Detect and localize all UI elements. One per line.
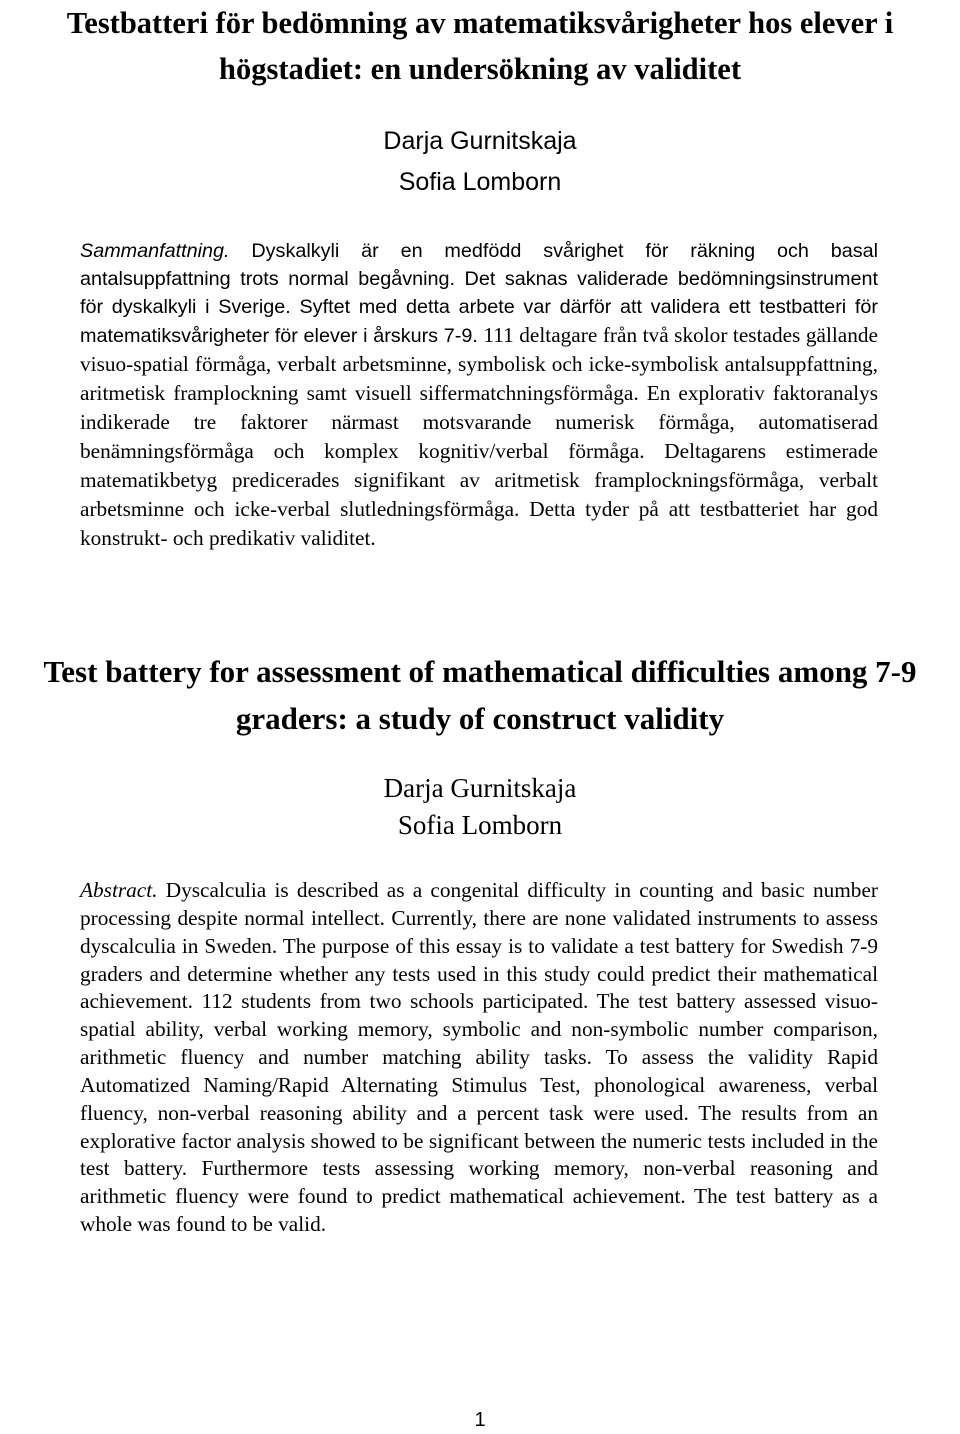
- abstract-text-part-2: 111 deltagare från två skolor testades gällande visuo-spatial förmåga, verbalt arbetsminne, symbolisk och icke-symbolisk antalsuppfattning, aritmetisk framplockning samt visuell siffermatchningsförmåga. En explorativ faktoranalys indikerade tre faktorer närmast motsvarande numerisk förmåga, automatiserad benämningsförmåga och komplex kognitiv/verbal förmåga. Deltagarens estimerade matematikbetyg predicerades signifikant av aritmetisk framplockningsförmåga, verbalt arbetsminne och icke-verbal slutledningsförmåga. Detta tyder på att testbatteriet har god konstrukt- och predikativ validitet.: [80, 323, 879, 550]
- swedish-authors: [0, 121, 960, 203]
- abstract-text-part-1: Dyskalkyli är en medfödd svårighet för räkning och basal antalsuppfattning trots normal begåvning. Det saknas validerade bedömningsinstrument för dyskalkyli i Sverige. Syftet med detta arbete var därför att validera ett testbatteri för matematiksvårigheter för elever i årskurs 7-9.: [80, 240, 878, 347]
- swedish-title: Testbatteri för bedömning av matematiksvårigheter hos elever i högstadiet: en undersökning av validitet: [66, 6, 894, 86]
- english-abstract: [80, 877, 878, 1239]
- abstract-label: Sammanfattning.: [80, 240, 230, 262]
- abstract-label: Abstract.: [80, 878, 158, 902]
- page-number: 1: [474, 1409, 486, 1431]
- author-name: Darja Gurnitskaja: [383, 127, 577, 155]
- english-title: Test battery for assessment of mathematical difficulties among 7-9 graders: a study of construct validity: [43, 654, 917, 736]
- author-name: Darja Gurnitskaja: [383, 773, 577, 803]
- author-name: Sofia Lomborn: [397, 810, 563, 840]
- abstract-text: Dyscalculia is described as a congenital difficulty in counting and basic number processing despite normal intellect. Currently, there are none validated instruments to assess dyscalculia in Sweden. The purpose of this essay is to validate a test battery for Swedish 7-9 graders and determine whether any tests used in this study could predict their mathematical achievement. 112 students from two schools participated. The test battery assessed visuo-spatial ability, verbal working memory, symbolic and non-symbolic number comparison, arithmetic fluency and number matching ability tasks. To assess the validity Rapid Automatized Naming/Rapid Alternating Stimulus Test, phonological awareness, verbal fluency, non-verbal reasoning ability and a percent task were used. The results from an explorative factor analysis showed to be significant between the numeric tests included in the test battery. Furthermore tests assessing working memory, non-verbal reasoning and arithmetic fluency were found to predict mathematical achievement. The test battery as a whole was found to be valid.: [80, 878, 878, 1237]
- author-name: Sofia Lomborn: [398, 168, 562, 196]
- english-authors: [0, 770, 960, 844]
- swedish-abstract: [80, 237, 878, 553]
